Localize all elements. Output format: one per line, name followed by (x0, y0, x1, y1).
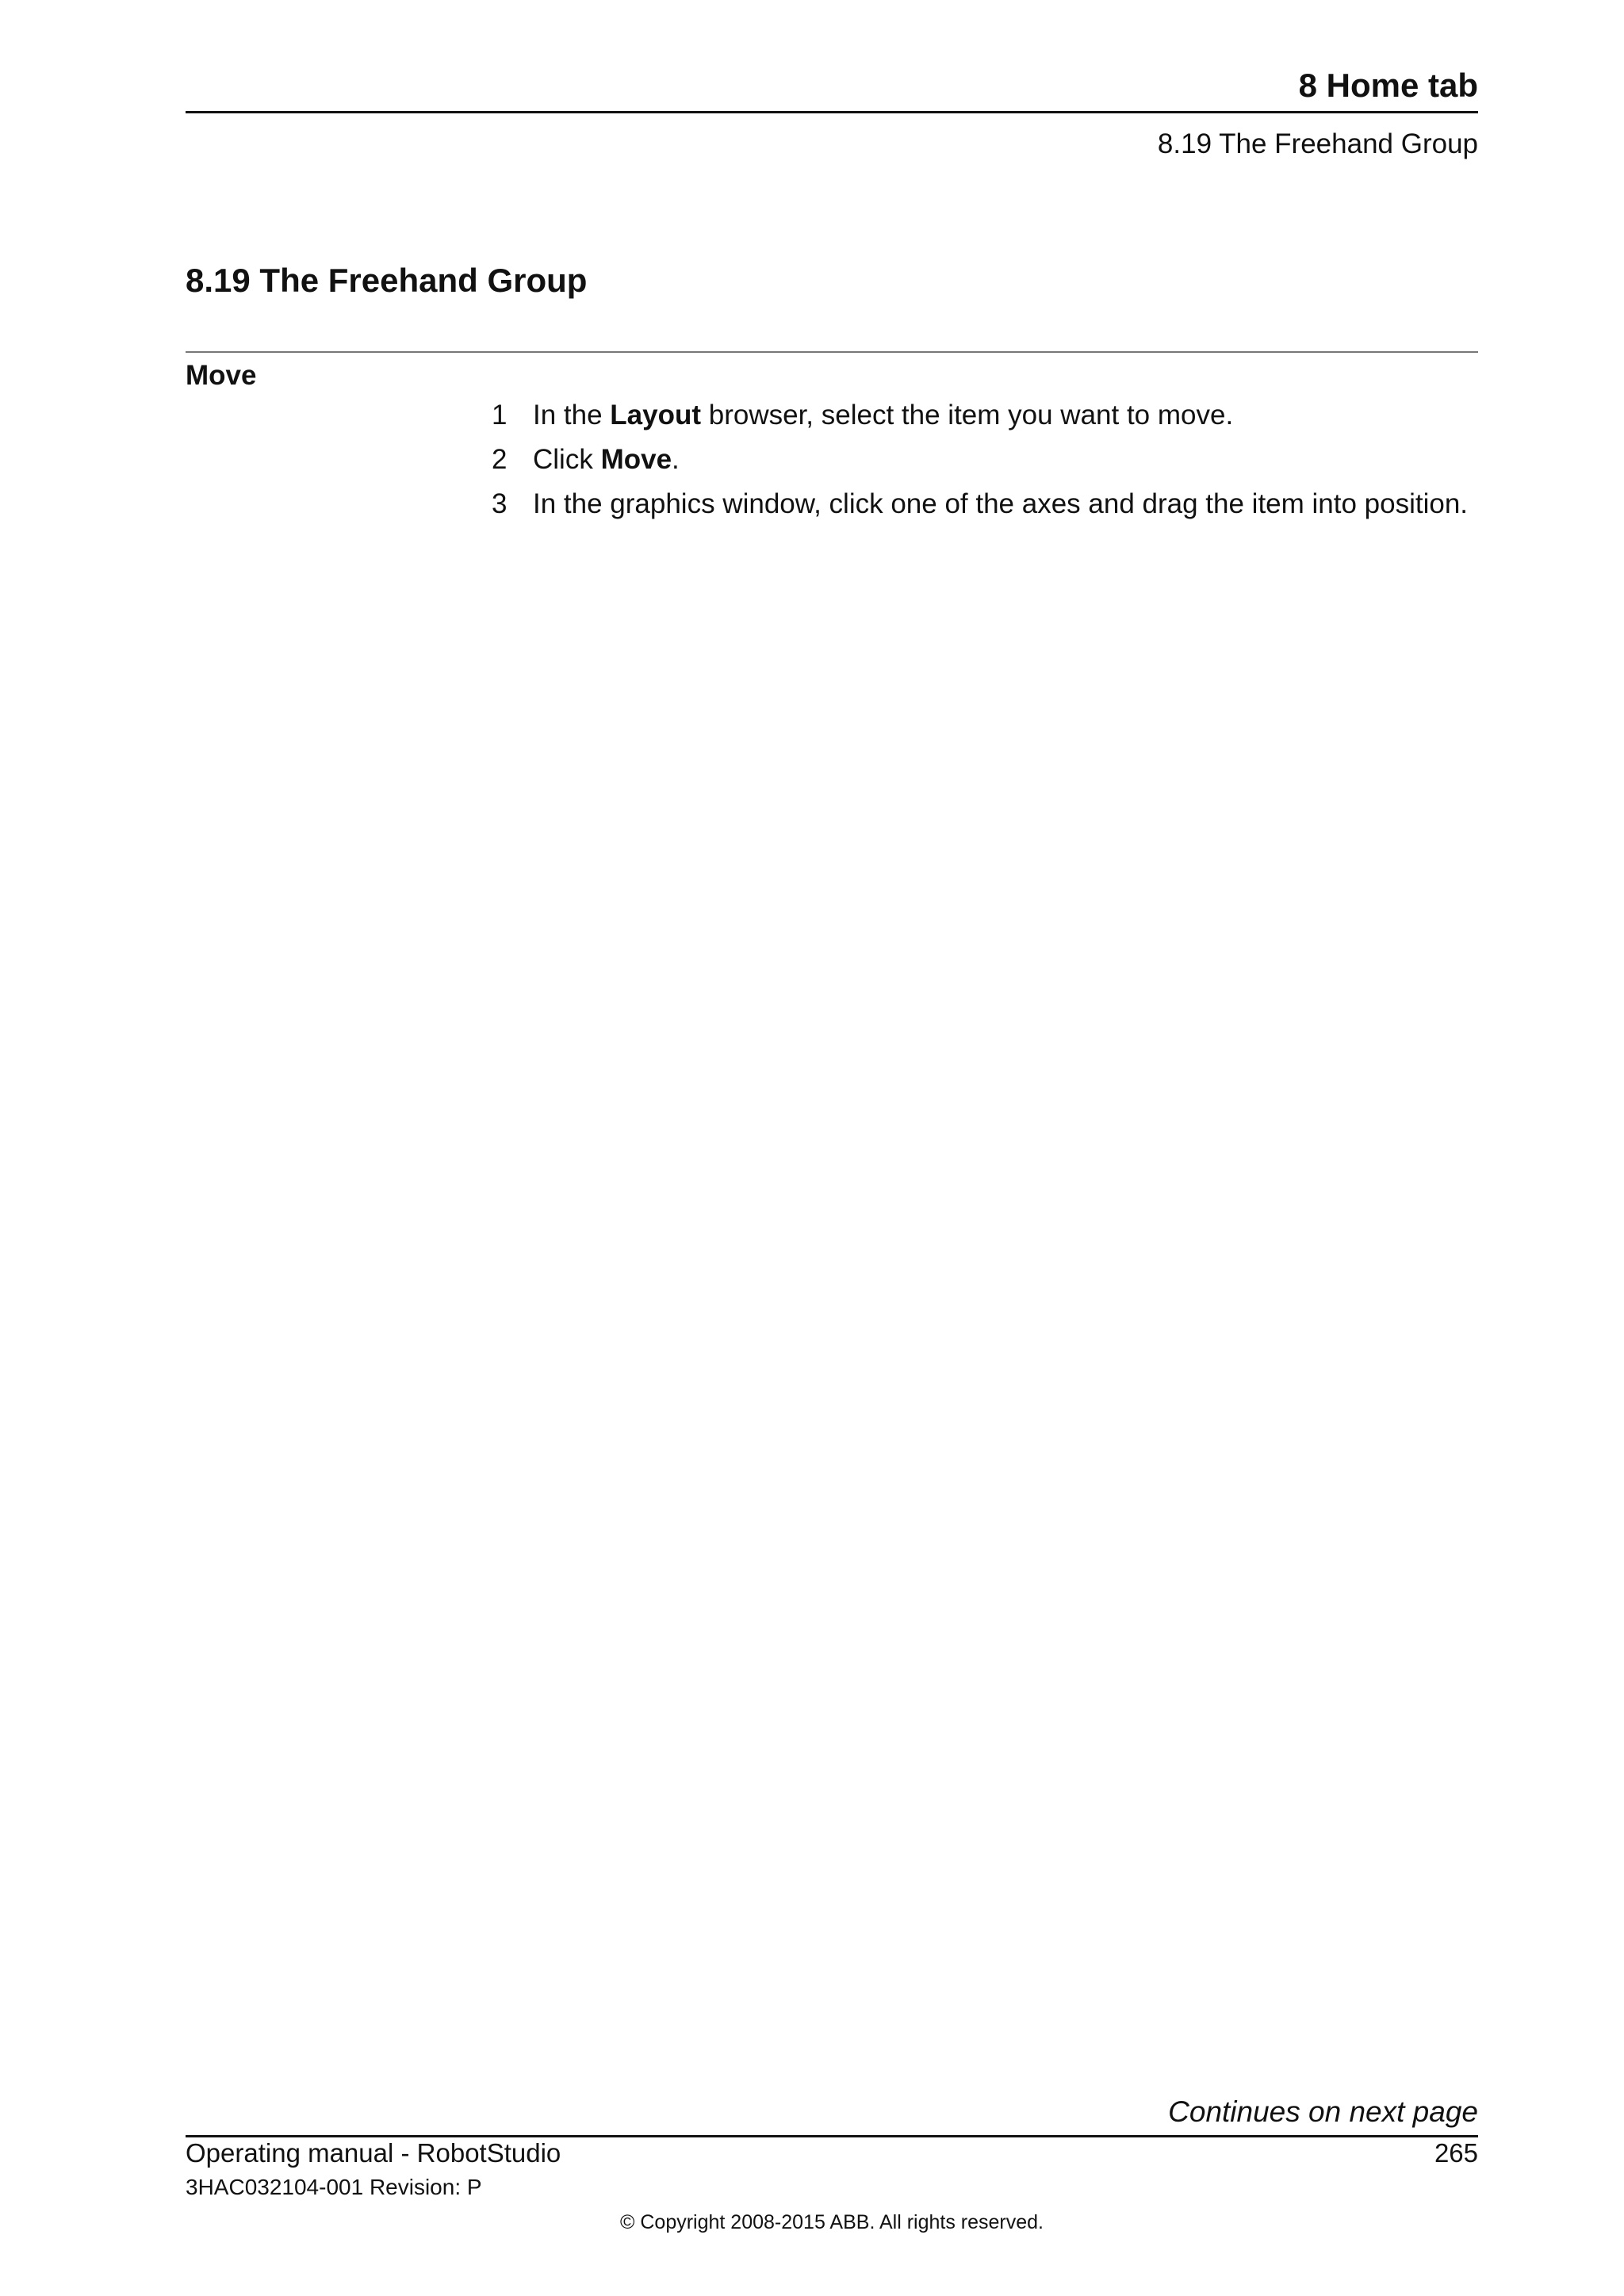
step-item (492, 396, 1483, 441)
step-text-bold: Layout (610, 400, 702, 430)
step-text-pre: Click (533, 444, 601, 475)
step-text-pre: In the graphics window, click one of the axes and drag the item into position. (533, 488, 1469, 519)
page-number: 265 (1434, 2138, 1478, 2168)
step-item (492, 485, 1483, 530)
step-item (492, 441, 1483, 485)
step-text-bold: Move (600, 444, 672, 475)
chapter-title: 8 Home tab (1298, 67, 1478, 104)
header-divider (186, 111, 1478, 113)
step-number: 3 (492, 488, 508, 519)
block-label-move: Move (186, 360, 257, 391)
step-text-post: browser, select the item you want to move. (701, 400, 1234, 430)
step-list (492, 396, 1483, 530)
step-text (533, 441, 680, 479)
step-text (533, 396, 1233, 434)
step-text (533, 485, 1468, 523)
continues-note: Continues on next page (1168, 2095, 1478, 2128)
running-section-title: 8.19 The Freehand Group (1157, 128, 1478, 159)
manual-title: Operating manual - RobotStudio (186, 2138, 561, 2168)
step-number: 2 (492, 444, 508, 475)
section-heading: 8.19 The Freehand Group (186, 262, 588, 299)
step-number: 1 (492, 400, 508, 430)
copyright-notice: © Copyright 2008-2015 ABB. All rights reserved. (620, 2211, 1044, 2233)
block-divider (186, 351, 1478, 353)
step-text-post: . (672, 444, 680, 475)
step-text-pre: In the (533, 400, 611, 430)
document-id: 3HAC032104-001 Revision: P (186, 2175, 482, 2199)
